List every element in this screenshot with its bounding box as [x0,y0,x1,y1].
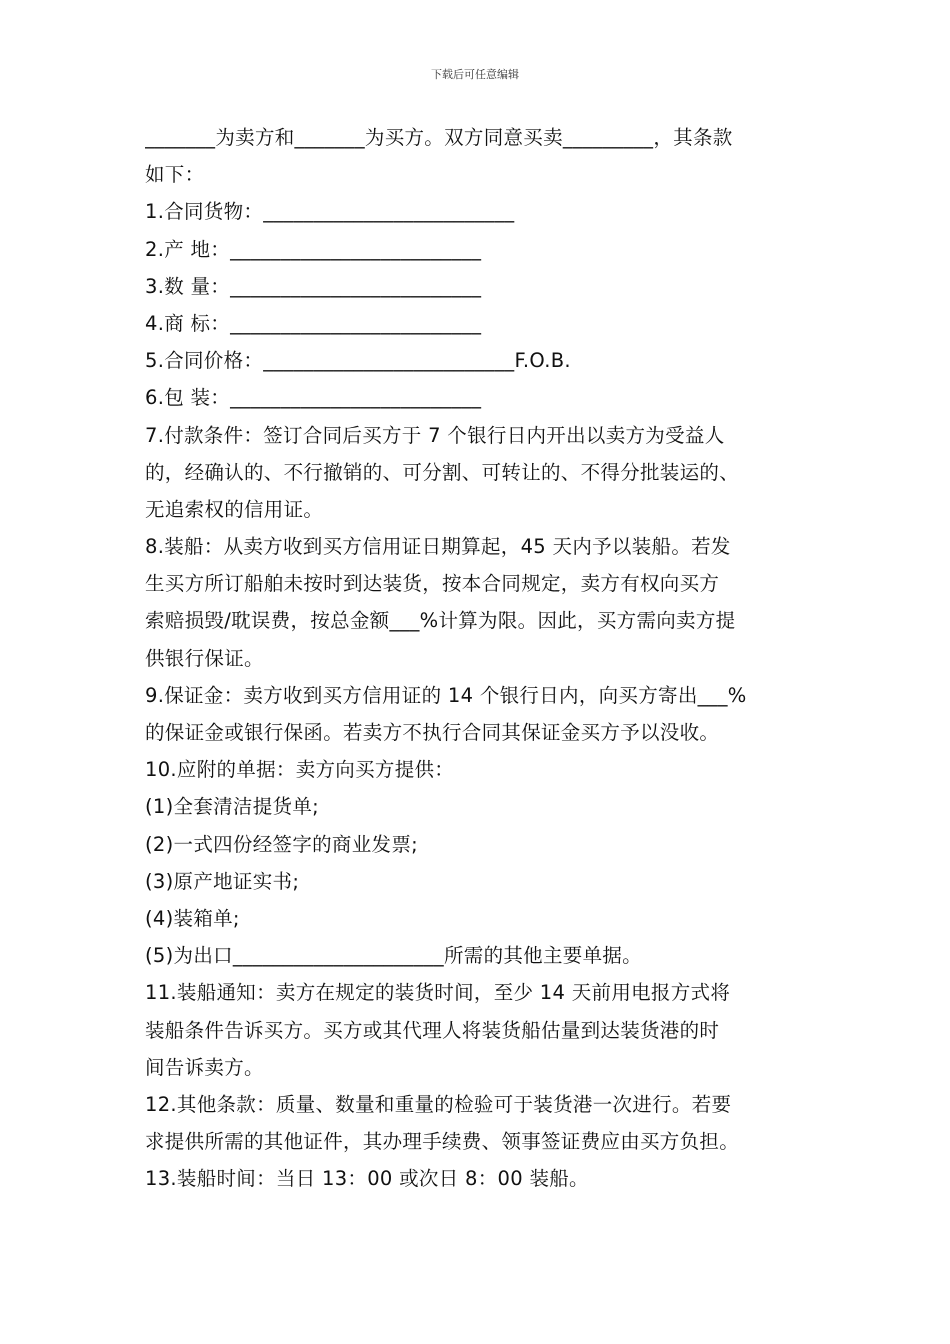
text-line: _______为卖方和_______为买方。双方同意买卖_________，其条款 [145,126,733,149]
clause-other-terms: 12.其他条款：质量、数量和重量的检验可于装货港一次进行。若要 [145,1092,732,1116]
text-line: 无追索权的信用证。 [145,497,324,521]
clause-loading-time: 13.装船时间：当日 13：00 或次日 8：00 装船。 [145,1167,589,1191]
text-line: 装船条件告诉买方。买方或其代理人将装货船估量到达装货港的时 [145,1018,720,1042]
contract-body [145,119,835,1197]
clause-goods: 1.合同货物：_________________________ [145,200,515,224]
clause-trademark: 4.商 标：_________________________ [145,311,482,335]
list-item: (4)装箱单; [145,906,240,930]
list-item: (3)原产地证实书; [145,869,300,893]
clause-shipping-notice: 11.装船通知：卖方在规定的装货时间，至少 14 天前用电报方式将 [145,981,731,1005]
clause-origin: 2.产 地：_________________________ [145,237,482,261]
clause-quantity: 3.数 量：_________________________ [145,274,482,298]
text-line: 求提供所需的其他证件，其办理手续费、领事签证费应由买方负担。 [145,1130,740,1154]
text-line: 的保证金或银行保函。若卖方不执行合同其保证金买方予以没收。 [145,721,720,744]
text-line: 的，经确认的、不行撤销的、可分割、可转让的、不得分批装运的、 [145,460,740,484]
clause-deposit: 9.保证金：卖方收到买方信用证的 14 个银行日内，向买方寄出___% [145,683,747,707]
clause-payment: 7.付款条件：签订合同后买方于 7 个银行日内开出以卖方为受益人 [145,423,725,447]
clause-price: 5.合同价格：_________________________F.O.B. [145,349,571,373]
text-line: 间告诉卖方。 [145,1055,264,1079]
clause-shipment: 8.装船：从卖方收到买方信用证日期算起，45 天内予以装船。若发 [145,535,731,559]
text-line: 如下： [145,163,205,187]
text-line: 索赔损毁/耽误费，按总金额___%计算为限。因此，买方需向卖方提 [145,609,736,633]
clause-documents: 10.应附的单据：卖方向买方提供： [145,758,455,782]
list-item: (5)为出口_____________________所需的其他主要单据。 [145,944,642,968]
page-header: 下载后可任意编辑 [431,68,519,81]
clause-packing: 6.包 装：_________________________ [145,386,482,410]
list-item: (2)一式四份经签字的商业发票; [145,832,418,856]
text-line: 供银行保证。 [145,646,264,670]
text-line: 生买方所订船舶未按时到达装货，按本合同规定，卖方有权向买方 [145,572,720,596]
list-item: (1)全套清洁提货单; [145,795,319,819]
